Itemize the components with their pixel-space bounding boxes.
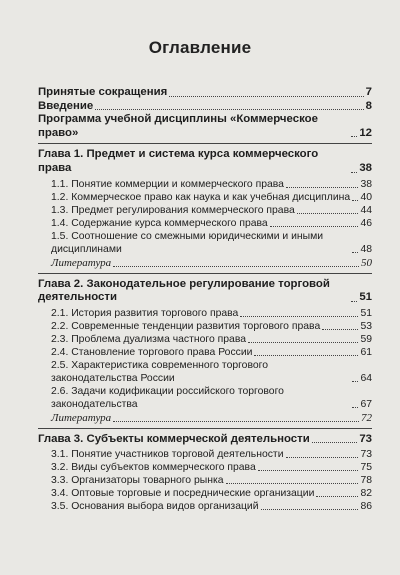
section-entry [38, 217, 372, 230]
section-entry [38, 333, 372, 346]
chapter-heading-title: Глава 2. Законодательное регулирование торговой деятельности [38, 277, 330, 304]
section-entry-page: 51 [360, 307, 372, 319]
chapter-heading-title: Глава 3. Субъекты коммерческой деятельности [38, 432, 310, 445]
front-entry-page: 12 [359, 126, 372, 139]
front-entry-page: 8 [365, 99, 372, 112]
section-entry [38, 474, 372, 487]
section-entry-title: 3.1. Понятие участников торговой деятельности [51, 449, 284, 461]
dot-leader [351, 300, 357, 302]
dot-leader [286, 456, 359, 458]
chapter-heading-title: Глава 1. Предмет и система курса коммерческого права [38, 148, 319, 174]
dot-leader [240, 315, 358, 317]
dot-leader [351, 135, 357, 137]
chapter-heading [38, 278, 372, 305]
front-entry-title: Программа учебной дисциплины «Коммерческое право» [38, 113, 318, 139]
chapter-heading-page: 51 [359, 291, 372, 304]
section-entry-page: 38 [360, 178, 372, 190]
dot-leader [352, 199, 358, 201]
section-entry [38, 320, 372, 333]
section-entry-page: 67 [360, 398, 372, 410]
chapter-block [38, 278, 372, 425]
dot-leader [95, 108, 363, 110]
section-entry-title: 1.1. Понятие коммерции и коммерческого права [51, 178, 284, 190]
section-entry-page: 73 [360, 449, 372, 461]
literature-entry [38, 411, 372, 425]
section-entry-title: 2.2. Современные тенденции развития торгового права [51, 320, 321, 332]
section-entry-title: 1.4. Содержание курса коммерческого права [51, 217, 268, 229]
front-entry [38, 113, 372, 140]
dot-leader [113, 265, 359, 267]
literature-entry [38, 256, 372, 270]
front-matter [38, 86, 372, 140]
section-entry [38, 191, 372, 204]
section-entry-title: 3.3. Организаторы товарного рынка [51, 475, 224, 487]
chapter-heading [38, 148, 372, 175]
front-entry [38, 86, 372, 100]
dot-leader [254, 354, 358, 356]
divider [38, 273, 372, 274]
dot-leader [297, 212, 359, 214]
section-entry-page: 46 [360, 217, 372, 229]
dot-leader [352, 380, 358, 382]
dot-leader [113, 420, 359, 422]
dot-leader [169, 95, 363, 97]
literature-entry-page: 72 [361, 411, 372, 424]
dot-leader [226, 482, 359, 484]
chapter-block [38, 148, 372, 269]
table-of-contents [38, 86, 372, 513]
literature-entry-title: Литература [51, 256, 112, 269]
section-entry-title: 2.5. Характеристика современного торгового законодательства России [51, 359, 268, 384]
section-entry-title: 1.2. Коммерческое право как наука и как учебная дисциплина [51, 191, 351, 203]
section-entry-title: 2.3. Проблема дуализма частного права [51, 333, 246, 345]
section-entry-page: 48 [360, 243, 372, 255]
section-entry [38, 448, 372, 461]
dot-leader [286, 186, 358, 188]
section-entry [38, 346, 372, 359]
section-entry-title: 3.4. Оптовые торговые и посреднические организации [51, 488, 315, 500]
chapter-heading-page: 38 [359, 161, 372, 174]
section-entry [38, 385, 372, 411]
dot-leader [312, 441, 358, 443]
literature-entry-page: 50 [361, 256, 372, 269]
chapter-heading [38, 433, 372, 447]
section-entry-page: 40 [360, 191, 372, 203]
section-entry-title: 3.5. Основания выбора видов организаций [51, 501, 259, 513]
section-entry-page: 78 [360, 475, 372, 487]
section-entry [38, 230, 372, 256]
section-entry-page: 75 [360, 462, 372, 474]
dot-leader [316, 495, 358, 497]
section-entry [38, 204, 372, 217]
chapter-block [38, 433, 372, 514]
section-entry-title: 1.3. Предмет регулирования коммерческого права [51, 204, 295, 216]
page-title: Оглавление [148, 38, 252, 57]
dot-leader [352, 251, 358, 253]
section-entry-title: 2.1. История развития торгового права [51, 307, 239, 319]
section-entry-page: 44 [360, 204, 372, 216]
section-entry [38, 461, 372, 474]
dot-leader [270, 225, 359, 227]
dot-leader [352, 406, 358, 408]
section-entry [38, 500, 372, 513]
section-entry-page: 64 [360, 372, 372, 384]
section-entry [38, 359, 372, 385]
section-entry-page: 86 [360, 501, 372, 513]
section-entry-title: 1.5. Соотношение со смежными юридическими и иными дисциплинами [51, 230, 324, 255]
section-entry-title: 2.6. Задачи кодификации российского торгового законодательства [51, 385, 284, 410]
front-entry-title: Принятые сокращения [38, 86, 168, 98]
section-entry [38, 307, 372, 320]
divider [38, 143, 372, 144]
dot-leader [258, 469, 359, 471]
chapters [38, 143, 372, 513]
divider [38, 428, 372, 429]
chapter-heading-page: 73 [359, 432, 372, 445]
front-entry [38, 100, 372, 114]
section-entry-page: 82 [360, 488, 372, 500]
dot-leader [261, 508, 359, 510]
section-entry [38, 178, 372, 191]
section-entry-title: 3.2. Виды субъектов коммерческого права [51, 462, 256, 474]
section-entry [38, 487, 372, 500]
front-entry-page: 7 [365, 86, 372, 98]
dot-leader [351, 171, 357, 173]
section-entry-page: 59 [360, 333, 372, 345]
literature-entry-title: Литература [51, 411, 112, 424]
dot-leader [322, 328, 358, 330]
front-entry-title: Введение [38, 99, 94, 112]
section-entry-page: 53 [360, 320, 372, 332]
section-entry-page: 61 [360, 346, 372, 358]
dot-leader [248, 341, 358, 343]
section-entry-title: 2.4. Становление торгового права России [51, 346, 253, 358]
